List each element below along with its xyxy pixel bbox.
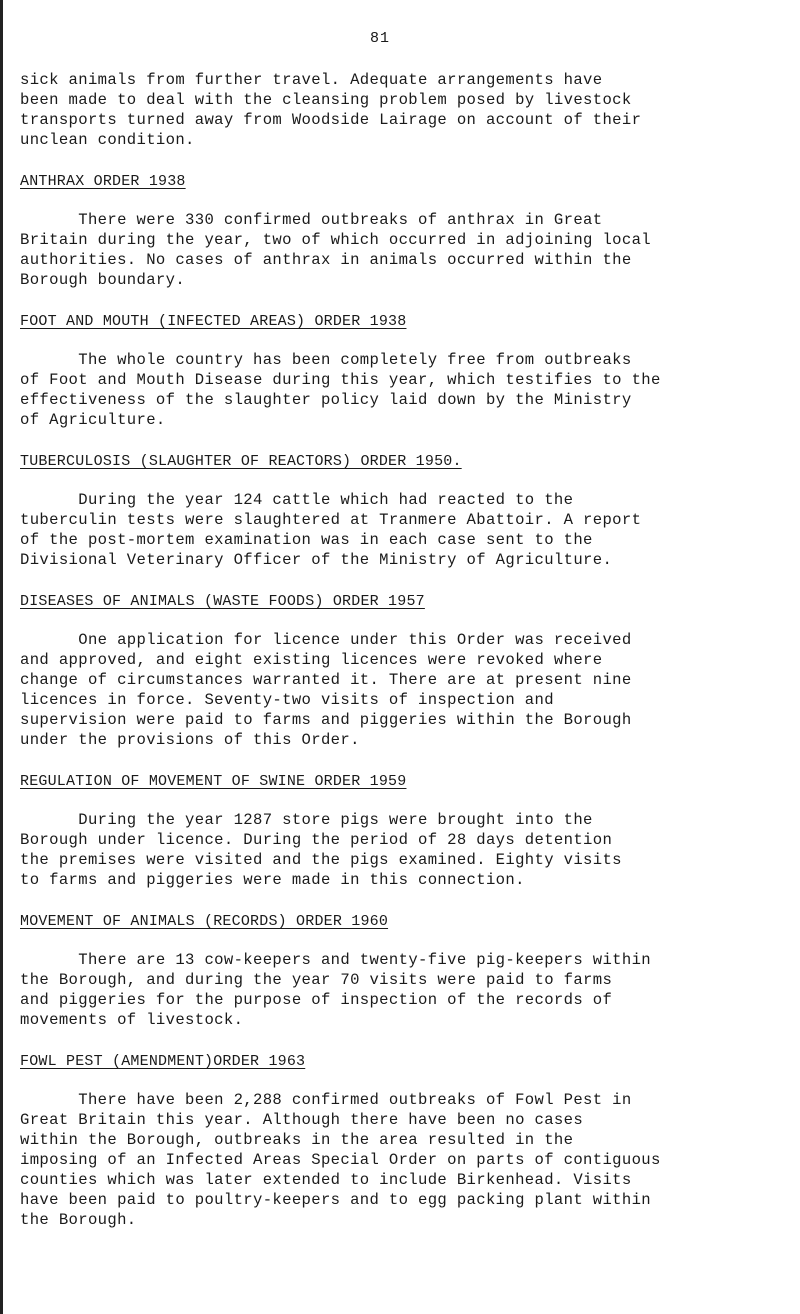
paragraph-movement-records-order: There are 13 cow-keepers and twenty-five pig-keepers within the Borough, and during the year 70 visits were paid to farms and piggeries for the purpose of inspection of the records of movements of livestock. [20, 951, 652, 1029]
paragraph-anthrax-order: There were 330 confirmed outbreaks of anthrax in Great Britain during the year, two of which occurred in adjoining local authorities. No cases of anthrax in animals occurred within the Borough boundary. [20, 211, 652, 289]
paragraph-foot-and-mouth-order: The whole country has been completely free from outbreaks of Foot and Mouth Disease during this year, which testifies to the effectiveness of the slaughter policy laid down by the Ministry of Agriculture. [20, 351, 661, 429]
intro-paragraph: sick animals from further travel. Adequate arrangements have been made to deal with the cleansing problem posed by livestock transports turned away from Woodside Lairage on account of their unclean condition. [20, 71, 642, 149]
heading-fowl-pest-order: FOWL PEST (AMENDMENT)ORDER 1963 [20, 1053, 306, 1070]
heading-tuberculosis-order: TUBERCULOSIS (SLAUGHTER OF REACTORS) ORDER 1950. [20, 453, 462, 470]
page-number: 81 [369, 30, 390, 47]
paragraph-waste-foods-order: One application for licence under this Order was received and approved, and eight existing licences were revoked where change of circumstances warranted it. There are at present nine licences in force. Seventy-two visits of inspection and supervision were paid to farms and piggeries within the Borough under the provisions of this Order. [20, 631, 632, 749]
document-body [20, 70, 790, 1230]
heading-foot-and-mouth-order: FOOT AND MOUTH (INFECTED AREAS) ORDER 1938 [20, 313, 407, 330]
paragraph-swine-movement-order: During the year 1287 store pigs were brought into the Borough under licence. During the period of 28 days detention the premises were visited and the pigs examined. Eighty visits to farms and piggeries were made in this connection. [20, 811, 622, 889]
heading-anthrax-order: ANTHRAX ORDER 1938 [20, 173, 186, 190]
paragraph-tuberculosis-order: During the year 124 cattle which had reacted to the tuberculin tests were slaughtered at Tranmere Abattoir. A report of the post-mortem examination was in each case sent to the Divisional Veterinary Officer of the Ministry of Agriculture. [20, 491, 642, 569]
heading-swine-movement-order: REGULATION OF MOVEMENT OF SWINE ORDER 1959 [20, 773, 407, 790]
paragraph-fowl-pest-order: There have been 2,288 confirmed outbreaks of Fowl Pest in Great Britain this year. Although there have been no cases within the Borough, outbreaks in the area resulted in the imposing of an Infected Areas Special Order on parts of contiguous counties which was later extended to include Birkenhead. Visits have been paid to poultry-keepers and to egg packing plant within the Borough. [20, 1091, 661, 1229]
heading-waste-foods-order: DISEASES OF ANIMALS (WASTE FOODS) ORDER 1957 [20, 593, 425, 610]
heading-movement-records-order: MOVEMENT OF ANIMALS (RECORDS) ORDER 1960 [20, 913, 389, 930]
page-edge-shadow [0, 0, 3, 1314]
